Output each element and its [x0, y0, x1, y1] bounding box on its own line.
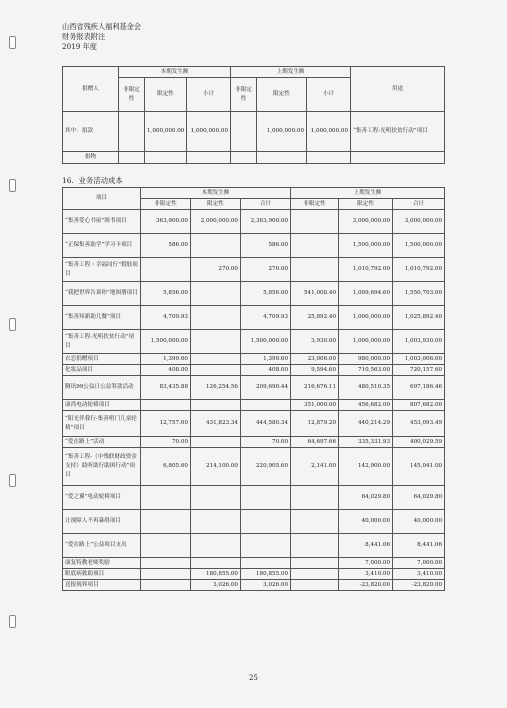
cell-value: 1,500,000.00 — [393, 234, 445, 258]
cell-value: 586.00 — [241, 234, 291, 258]
cell-value — [291, 234, 339, 258]
cell-value: 1,550,703.00 — [393, 282, 445, 306]
cell-value: 4,709.93 — [241, 306, 291, 330]
cell-value — [291, 580, 339, 591]
cell-value: 216,676.11 — [291, 376, 339, 400]
page-number: 25 — [249, 674, 258, 682]
org-name: 山西省残疾人福利基金会 — [62, 22, 142, 31]
cell-value: 453,093.49 — [393, 411, 445, 437]
cell-value: 1,025,892.40 — [393, 306, 445, 330]
cell-value: 400,029.59 — [393, 437, 445, 448]
cell-value — [191, 365, 241, 376]
cell-value: 1,000,000.00 — [257, 112, 307, 152]
cell-value: 3,026.00 — [191, 580, 241, 591]
col-cur-unrestricted: 非限定性 — [141, 199, 191, 210]
cell-value: 456,682.00 — [339, 400, 393, 411]
table-row — [63, 569, 445, 580]
cell-value — [291, 486, 339, 510]
row-item-name: “我把世界告诉你”地图册项目 — [63, 282, 141, 306]
cell-value — [141, 486, 191, 510]
cell-value: 3,410.00 — [339, 569, 393, 580]
col-prior: 上期发生额 — [231, 67, 351, 78]
cell-value: 697,186.46 — [393, 376, 445, 400]
binder-hole — [9, 474, 16, 487]
row-item-name: 眼底病救助项目 — [63, 569, 141, 580]
section-number: 16. — [62, 176, 74, 185]
row-item-name: “集善知新助儿餐”项目 — [63, 306, 141, 330]
cell-value: -23,820.00 — [339, 580, 393, 591]
cell-value: 1,000,000.00 — [307, 112, 351, 152]
cell-value: 3,026.00 — [241, 580, 291, 591]
cell-value — [191, 354, 241, 365]
cell-value: 64,697.66 — [291, 437, 339, 448]
cell-value: 1,009,694.60 — [339, 282, 393, 306]
cell-value — [241, 400, 291, 411]
cell-value — [191, 330, 241, 354]
cell-value — [291, 534, 339, 558]
table-row — [63, 486, 445, 510]
row-item-name: 化妆品项目 — [63, 365, 141, 376]
cell-value: 1,003,930.00 — [393, 330, 445, 354]
cell-value — [291, 569, 339, 580]
cell-value: 142,900.00 — [339, 448, 393, 486]
table-row — [63, 448, 445, 486]
cell-value — [191, 306, 241, 330]
cell-value: 40,000.00 — [393, 510, 445, 534]
cell-value: 720,157.60 — [393, 365, 445, 376]
cell-value — [191, 400, 241, 411]
fiscal-year: 2019 年度 — [62, 42, 97, 51]
row-item-name: “正保集善助学”学习卡项目 — [63, 234, 141, 258]
cell-value: 1,010,792.00 — [393, 258, 445, 282]
cell-value: 335,331.93 — [339, 437, 393, 448]
cell-value — [241, 510, 291, 534]
col-donor: 捐赠人 — [63, 67, 119, 112]
table-row — [63, 558, 445, 569]
table-row — [63, 152, 445, 164]
row-item-name: “集善工程-（中残联财政资金支持）助听助行助困行动”项目 — [63, 448, 141, 486]
table-row — [63, 282, 445, 306]
table-row — [63, 534, 445, 558]
col-prior-restricted: 限定性 — [339, 199, 393, 210]
cell-value — [241, 534, 291, 558]
cell-value — [141, 580, 191, 591]
cell-value: 9,594.60 — [291, 365, 339, 376]
cell-value: 807,682.00 — [393, 400, 445, 411]
cell-value: 2,363,900.00 — [241, 210, 291, 234]
cell-value — [141, 569, 191, 580]
table-row — [63, 306, 445, 330]
cell-value: 541,008.40 — [291, 282, 339, 306]
cell-value — [291, 258, 339, 282]
cell-value — [291, 510, 339, 534]
cell-value — [191, 510, 241, 534]
row-item-name: 衣恋捐赠项目 — [63, 354, 141, 365]
cell-value: 3,410.00 — [393, 569, 445, 580]
cell-value — [141, 534, 191, 558]
cell-value: 5,856.00 — [141, 282, 191, 306]
col-current: 本期发生额 — [119, 67, 231, 78]
cell-value: 1,500,000.00 — [339, 234, 393, 258]
row-item-name: 康复特教老师奖励 — [63, 558, 141, 569]
col-prior-restricted: 限定性 — [257, 78, 307, 112]
cost-table-body — [63, 210, 445, 591]
cell-value — [141, 510, 191, 534]
col-cur-restricted: 限定性 — [145, 78, 187, 112]
cell-value: 7,000.00 — [339, 558, 393, 569]
binder-hole — [9, 615, 16, 628]
binder-hole — [9, 318, 16, 331]
cell-value: 363,900.00 — [141, 210, 191, 234]
cell-value — [291, 558, 339, 569]
col-prior-subtotal: 小计 — [307, 78, 351, 112]
donor-table — [62, 66, 445, 164]
cell-value: 1,399.60 — [141, 354, 191, 365]
cell-value: 440,214.29 — [339, 411, 393, 437]
cell-value: 431,823.34 — [191, 411, 241, 437]
cell-value: 1,000,000.00 — [339, 306, 393, 330]
cell-value: 5,856.00 — [241, 282, 291, 306]
cell-value — [191, 486, 241, 510]
cell-value: 70.00 — [141, 437, 191, 448]
cell-value: 1,010,792.00 — [339, 258, 393, 282]
cell-value: 1,003,006.00 — [393, 354, 445, 365]
cell-value: 270.00 — [191, 258, 241, 282]
cell-value: 1,000,000.00 — [145, 112, 187, 152]
cell-value: 70.00 — [241, 437, 291, 448]
cell-value: 64,029.80 — [339, 486, 393, 510]
cell-value — [191, 534, 241, 558]
table-row — [63, 376, 445, 400]
cell-value: 444,580.34 — [241, 411, 291, 437]
cell-value: 40,000.00 — [339, 510, 393, 534]
section-title: 业务活动成本 — [78, 176, 123, 185]
cell-value — [141, 258, 191, 282]
cell-value: 8,441.06 — [393, 534, 445, 558]
col-cur-restricted: 限定性 — [191, 199, 241, 210]
cell-value — [191, 282, 241, 306]
cell-value: 12,879.20 — [291, 411, 339, 437]
cell-value: 586.00 — [141, 234, 191, 258]
cell-value: 351,000.00 — [291, 400, 339, 411]
cost-table — [62, 187, 445, 591]
table-row — [63, 437, 445, 448]
table-row — [63, 234, 445, 258]
section-heading — [62, 175, 123, 186]
row-label: 捐物 — [63, 152, 119, 164]
cell-value: 408.00 — [241, 365, 291, 376]
cell-use: “集善工程-光明扶贫行动”项目 — [351, 112, 445, 152]
cell-value: 3,000,000.00 — [339, 210, 393, 234]
table-row — [63, 365, 445, 376]
cell-value: 3,930.00 — [291, 330, 339, 354]
cell-value: 126,254.56 — [191, 376, 241, 400]
col-cur-unrestricted: 非限定性 — [119, 78, 145, 112]
cell-value: 25,892.40 — [291, 306, 339, 330]
cell-value: 480,510.35 — [339, 376, 393, 400]
col-cur-subtotal: 小计 — [187, 78, 231, 112]
cell-value: 12,757.00 — [141, 411, 191, 437]
cell-value: 180,855.00 — [241, 569, 291, 580]
row-item-name: “爱之翼”电动轮椅项目 — [63, 486, 141, 510]
cell-value: 408.00 — [141, 365, 191, 376]
cell-value: 1,500,000.00 — [241, 330, 291, 354]
cell-value: 1,000,000.00 — [339, 330, 393, 354]
cell-value — [191, 558, 241, 569]
table-row — [63, 112, 445, 152]
cell-value: 1,000,000.00 — [187, 112, 231, 152]
row-item-name: “集善爱心书屋”图书项目 — [63, 210, 141, 234]
row-item-name: “集善工程・幸福同行”假肢项目 — [63, 258, 141, 282]
col-use: 用途 — [351, 67, 445, 112]
cell-value: 145,041.00 — [393, 448, 445, 486]
cell-value — [241, 558, 291, 569]
table-row — [63, 330, 445, 354]
cell-value: 23,006.00 — [291, 354, 339, 365]
cell-value — [191, 234, 241, 258]
cell-value: 980,000.00 — [339, 354, 393, 365]
cell-value: 2,000,000.00 — [191, 210, 241, 234]
cell-value — [141, 400, 191, 411]
row-item-name: 让视障人不再暴碍项目 — [63, 510, 141, 534]
table-row — [63, 580, 445, 591]
cell-value: -23,820.00 — [393, 580, 445, 591]
col-cur-total: 合计 — [241, 199, 291, 210]
cell-value: 64,029.80 — [393, 486, 445, 510]
row-item-name: “爱在路上”公益项目支出 — [63, 534, 141, 558]
doc-title: 财务报表附注 — [62, 32, 106, 41]
col-prior: 上期发生额 — [291, 188, 445, 199]
cell-value: 180,855.00 — [191, 569, 241, 580]
table-row — [63, 354, 445, 365]
table-row — [63, 210, 445, 234]
cell-value — [241, 486, 291, 510]
table-row — [63, 411, 445, 437]
binder-hole — [9, 179, 16, 192]
cell-value: 4,709.93 — [141, 306, 191, 330]
col-prior-unrestricted: 非限定性 — [291, 199, 339, 210]
table-row — [63, 510, 445, 534]
cell-value: 1,399.60 — [241, 354, 291, 365]
col-prior-unrestricted: 非限定性 — [231, 78, 257, 112]
cell-value — [191, 437, 241, 448]
table-row — [63, 400, 445, 411]
col-current: 本期发生额 — [141, 188, 291, 199]
cell-value: 2,141.00 — [291, 448, 339, 486]
cell-value: 710,563.00 — [339, 365, 393, 376]
cell-value: 270.00 — [241, 258, 291, 282]
cell-value: 3,000,000.00 — [393, 210, 445, 234]
cell-value — [141, 558, 191, 569]
row-item-name: “阳光伴我行-集善明门儿童轮椅”项目 — [63, 411, 141, 437]
cell-value: 209,690.44 — [241, 376, 291, 400]
cell-value: 7,000.00 — [393, 558, 445, 569]
table-row — [63, 258, 445, 282]
row-item-name: 腾讯99公益日公益筹款活动 — [63, 376, 141, 400]
cell-value: 1,500,000.00 — [141, 330, 191, 354]
cell-value: 220,905.60 — [241, 448, 291, 486]
row-item-name: “爱在路上”活动 — [63, 437, 141, 448]
cell-value: 83,435.88 — [141, 376, 191, 400]
binder-hole — [9, 36, 16, 49]
row-item-name: 康尚电动轮椅项目 — [63, 400, 141, 411]
cell-value — [291, 210, 339, 234]
row-item-name: 送报视界项目 — [63, 580, 141, 591]
col-item: 项目 — [63, 188, 141, 210]
row-item-name: “集善工程-光明扶贫行动”项目 — [63, 330, 141, 354]
cell-value: 8,441.06 — [339, 534, 393, 558]
row-label: 其中：捐款 — [63, 112, 119, 152]
cell-value: 214,100.00 — [191, 448, 241, 486]
cell-value: 6,805.60 — [141, 448, 191, 486]
document-header — [62, 22, 141, 52]
col-prior-total: 合计 — [393, 199, 445, 210]
